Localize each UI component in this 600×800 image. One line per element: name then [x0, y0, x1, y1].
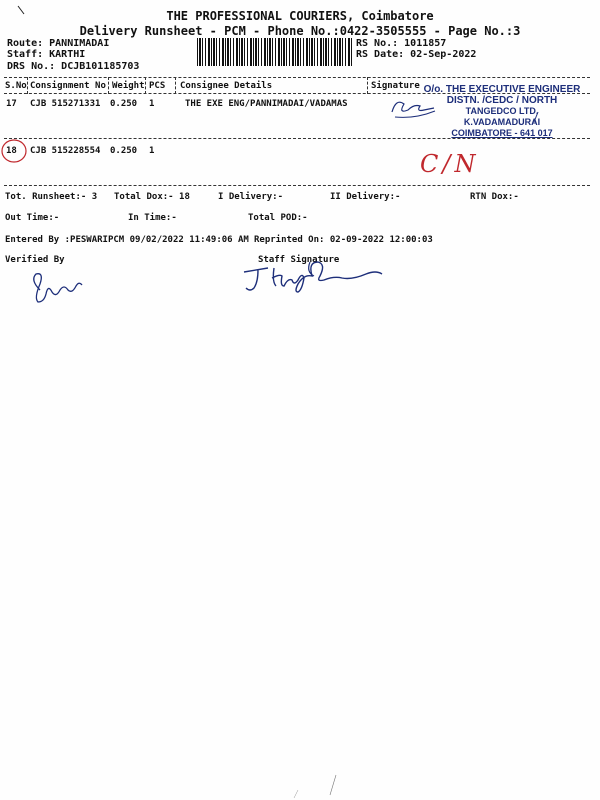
rs-number: RS No.: 1011857: [356, 38, 447, 49]
col-pcs: PCS: [149, 81, 166, 91]
total-dox: Total Dox:- 18: [114, 192, 190, 202]
stamp-line: DISTN. /CEDC / NORTH: [446, 95, 558, 106]
i-delivery: I Delivery:-: [218, 192, 284, 202]
route-label: Route: PANNIMADAI: [7, 38, 110, 49]
staff-label: Staff: KARTHI: [7, 49, 86, 60]
row-pcs: 1: [149, 146, 155, 156]
row-consignee: THE EXE ENG/PANNIMADAI/VADAMAS: [185, 99, 348, 109]
runsheet-subtitle: Delivery Runsheet - PCM - Phone No.:0422-3505555 - Page No.:3: [79, 24, 521, 38]
col-consignment: Consignment No: [30, 81, 106, 91]
row-weight: 0.250: [110, 146, 138, 156]
col-sno: S.No: [5, 81, 27, 91]
stamp-line: O/o. THE EXECUTIVE ENGINEER: [423, 84, 581, 95]
in-time: In Time:-: [128, 213, 177, 223]
drs-number: DRS No.: DCJB101185703: [7, 61, 140, 72]
handwritten-note: C/N: [420, 150, 480, 178]
row-pcs: 1: [149, 99, 155, 109]
rtn-dox: RTN Dox:-: [470, 192, 519, 202]
row-consignment: CJB 515271331: [30, 99, 101, 109]
col-signature: Signature: [371, 81, 420, 91]
row-consignment: CJB 515228554: [30, 146, 101, 156]
col-consignee: Consignee Details: [180, 81, 273, 91]
tot-runsheet: Tot. Runsheet:- 3: [5, 192, 98, 202]
staff-signature-label: Staff Signature: [258, 255, 340, 265]
ii-delivery: II Delivery:-: [330, 192, 401, 202]
company-title: THE PROFESSIONAL COURIERS, Coimbatore: [166, 9, 434, 23]
col-weight: Weight: [112, 81, 145, 91]
total-pod: Total POD:-: [248, 213, 308, 223]
stamp-line: K.VADAMADURAI: [463, 117, 541, 127]
stamp-line: COIMBATORE - 641 017: [451, 128, 553, 138]
row-sno: 17: [6, 99, 17, 109]
rs-date: RS Date: 02-Sep-2022: [356, 49, 477, 60]
row-sno: 18: [6, 146, 17, 156]
verified-by-label: Verified By: [5, 255, 65, 265]
out-time: Out Time:-: [5, 213, 60, 223]
stamp-line: TANGEDCO LTD.: [465, 106, 539, 116]
entered-by: Entered By :PESWARIPCM 09/02/2022 11:49:06 AM: [5, 235, 249, 245]
row-weight: 0.250: [110, 99, 138, 109]
reprinted-on: Reprinted On: 02-09-2022 12:00:03: [254, 235, 433, 245]
